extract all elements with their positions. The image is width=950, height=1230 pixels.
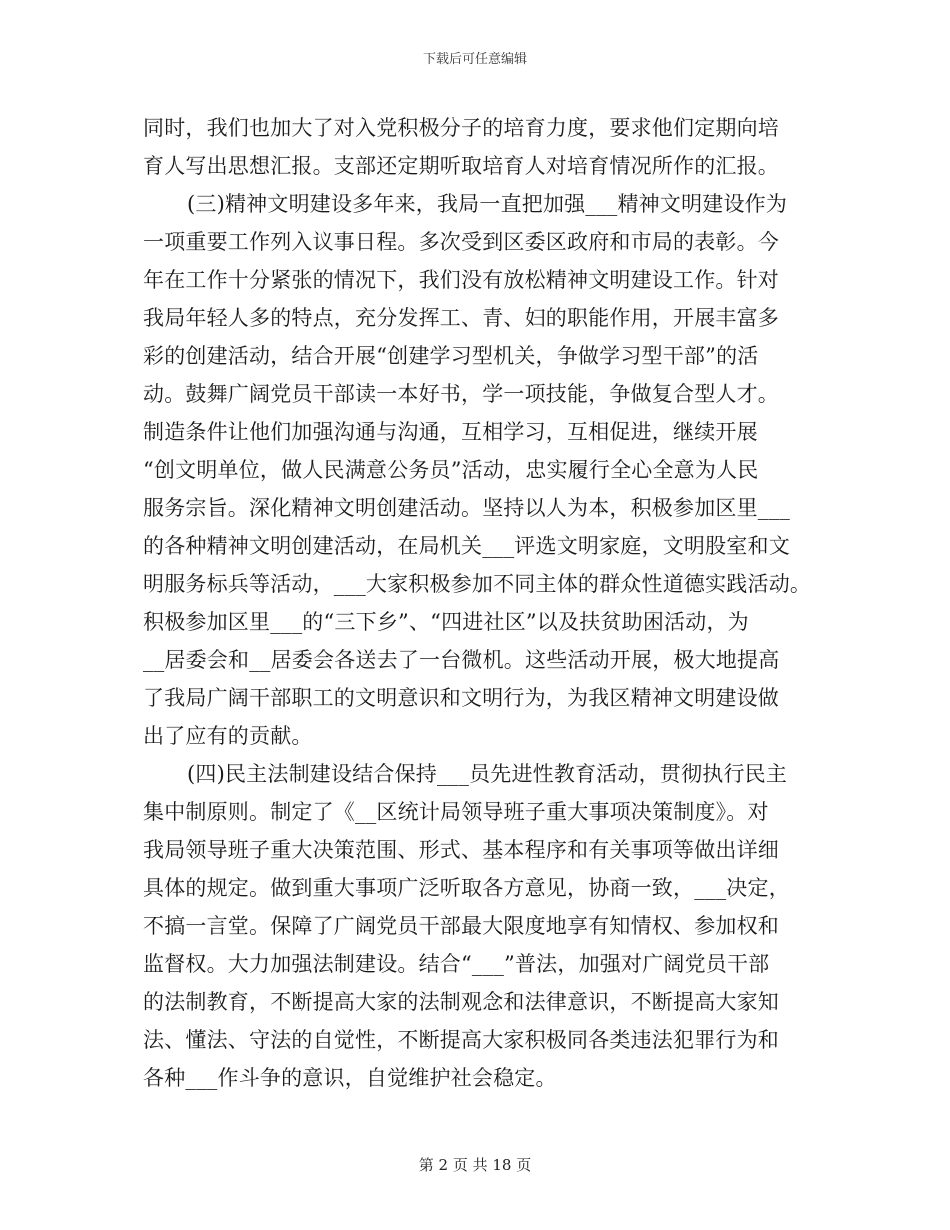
section-heading-line: (三)精神文明建设多年来，我局一直把加强___精神文明建设作为 — [187, 192, 788, 216]
page-number: 第 2 页 共 18 页 — [418, 1156, 532, 1174]
text-line: 制造条件让他们加强沟通与沟通，互相学习，互相促进，继续开展 — [143, 420, 758, 444]
text-line: 集中制原则。制定了《__区统计局领导班子重大事项决策制度》。对 — [143, 800, 769, 824]
text-line: 动。鼓舞广阔党员干部读一本好书，学一项技能，争做复合型人才。 — [143, 382, 779, 406]
text-line: 具体的规定。做到重大事项广泛听取各方意见，协商一致，___决定， — [143, 876, 790, 900]
text-line: 明服务标兵等活动，___大家积极参加不同主体的群众性道德实践活动。 — [143, 572, 812, 596]
text-line: 不搞一言堂。保障了广阔党员干部最大限度地享有知情权、参加权和 — [143, 914, 779, 938]
text-line: 一项重要工作列入议事日程。多次受到区委区政府和市局的表彰。今 — [143, 230, 779, 254]
text-line: 出了应有的贡献。 — [143, 724, 313, 748]
text-line: 彩的创建活动，结合开展“创建学习型机关，争做学习型干部”的活 — [143, 344, 759, 368]
text-line: “创文明单位，做人民满意公务员”活动，忠实履行全心全意为人民 — [143, 458, 759, 482]
text-line: 的各种精神文明创建活动，在局机关___评选文明家庭，文明股室和文 — [143, 534, 790, 558]
text-line: 了我局广阔干部职工的文明意识和文明行为，为我区精神文明建设做 — [143, 686, 779, 710]
section-heading-line: (四)民主法制建设结合保持___员先进性教育活动，贯彻执行民主 — [187, 762, 788, 786]
text-line: 育人写出思想汇报。支部还定期听取培育人对培育情况所作的汇报。 — [143, 154, 779, 178]
document-body — [143, 109, 833, 1097]
text-line: 我局领导班子重大决策范围、形式、基本程序和有关事项等做出详细 — [143, 838, 779, 862]
page-header: 下载后可任意编辑 — [422, 52, 527, 67]
text-line: 同时，我们也加大了对入党积极分子的培育力度，要求他们定期向培 — [143, 116, 779, 140]
text-line: 年在工作十分紧张的情况下，我们没有放松精神文明建设工作。针对 — [143, 268, 779, 292]
text-line: 我局年轻人多的特点，充分发挥工、青、妇的职能作用，开展丰富多 — [143, 306, 779, 330]
text-line: 服务宗旨。深化精神文明创建活动。坚持以人为本，积极参加区里___ — [143, 496, 790, 520]
text-line: 积极参加区里___的“三下乡”、“四进社区”以及扶贫助困活动，为 — [143, 610, 749, 634]
text-line: __居委会和__居委会各送去了一台微机。这些活动开展，极大地提高 — [143, 648, 780, 672]
text-line: 法、懂法、守法的自觉性，不断提高大家积极同各类违法犯罪行为和 — [143, 1028, 779, 1052]
text-line: 监督权。大力加强法制建设。结合“___”普法，加强对广阔党员干部 — [143, 952, 770, 976]
text-line: 各种___作斗争的意识，自觉维护社会稳定。 — [143, 1066, 557, 1090]
text-line: 的法制教育，不断提高大家的法制观念和法律意识，不断提高大家知 — [143, 990, 779, 1014]
